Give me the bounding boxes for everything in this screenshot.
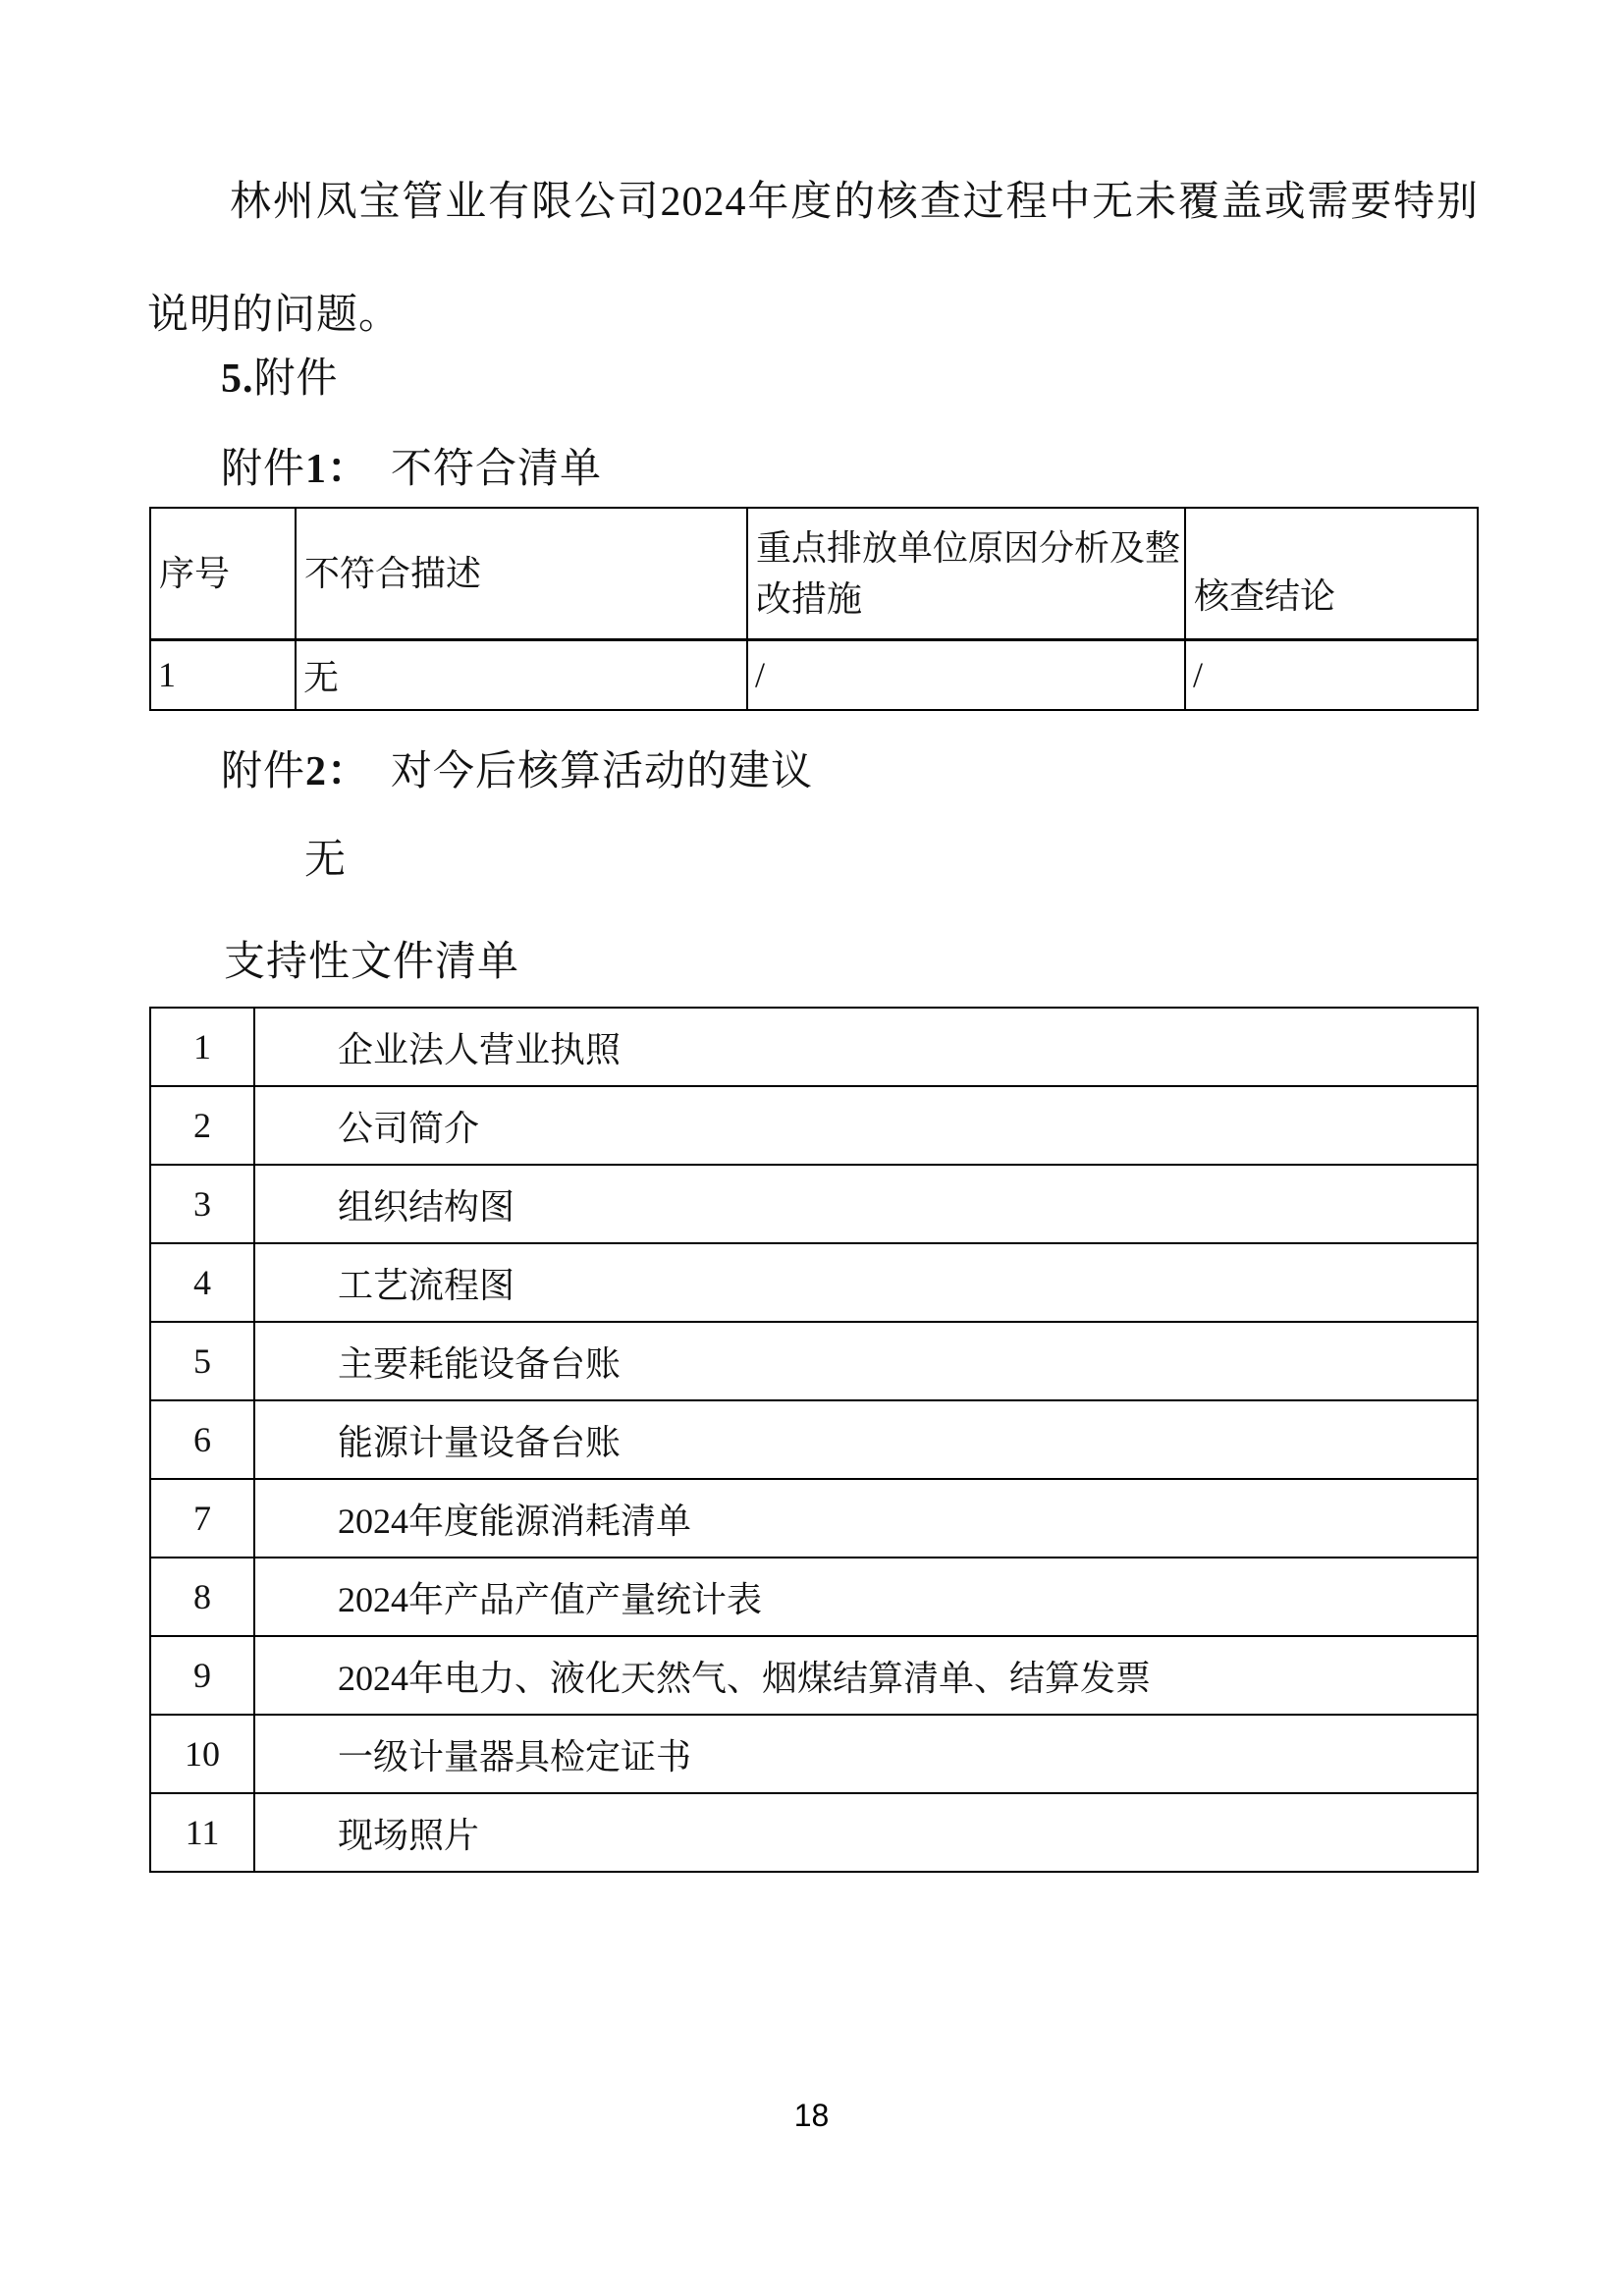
table-row [150, 1636, 1478, 1715]
support-row-name: 一级计量器具检定证书 [254, 1715, 1478, 1793]
nonconformity-header-row [150, 508, 1478, 639]
support-row-name: 现场照片 [254, 1793, 1478, 1872]
table-row [150, 1558, 1478, 1636]
table-row [150, 1008, 1478, 1086]
nonconformity-data-row [150, 639, 1478, 710]
section-label: 附件 [253, 356, 339, 402]
section-heading-attachments [221, 354, 339, 406]
support-row-name: 公司简介 [254, 1086, 1478, 1165]
table-row [150, 1793, 1478, 1872]
support-row-number: 7 [150, 1479, 254, 1558]
attachment1-title: 不符合清单 [391, 447, 603, 492]
cell-analysis: / [747, 639, 1185, 710]
support-files-table [149, 1007, 1479, 1873]
support-row-name: 企业法人营业执照 [254, 1008, 1478, 1086]
table-row [150, 1479, 1478, 1558]
body-paragraph: 林州凤宝管业有限公司2024年度的核查过程中无未覆盖或需要特别说明的问题。 [147, 180, 1479, 338]
support-row-number: 4 [150, 1243, 254, 1322]
attachment2-content: 无 [304, 838, 348, 883]
support-row-name: 主要耗能设备台账 [254, 1322, 1478, 1400]
support-row-name: 2024年度能源消耗清单 [254, 1479, 1478, 1558]
header-cell-description: 不符合描述 [296, 508, 747, 639]
support-row-number: 10 [150, 1715, 254, 1793]
attachment2-title: 对今后核算活动的建议 [391, 749, 814, 794]
cell-conclusion: / [1185, 639, 1478, 710]
nonconformity-table [149, 507, 1479, 711]
support-files-table-body [150, 1008, 1478, 1872]
cell-description: 无 [296, 639, 747, 710]
attachment1-prefix: 附件 [221, 447, 306, 492]
support-row-name: 2024年电力、液化天然气、烟煤结算清单、结算发票 [254, 1636, 1478, 1715]
support-row-name: 工艺流程图 [254, 1243, 1478, 1322]
table-row [150, 1400, 1478, 1479]
attachment2-prefix: 附件 [221, 749, 306, 794]
support-row-name: 组织结构图 [254, 1165, 1478, 1243]
attachment1-heading [221, 444, 602, 496]
header-cell-no: 序号 [150, 508, 296, 639]
support-row-number: 9 [150, 1636, 254, 1715]
support-row-number: 11 [150, 1793, 254, 1872]
table-row [150, 1086, 1478, 1165]
support-row-number: 5 [150, 1322, 254, 1400]
support-files-heading: 支持性文件清单 [224, 940, 520, 985]
attachment2-number: 2： [305, 749, 370, 794]
table-row [150, 1715, 1478, 1793]
table-row [150, 1243, 1478, 1322]
support-row-number: 8 [150, 1558, 254, 1636]
table-row [150, 1322, 1478, 1400]
table-row [150, 1165, 1478, 1243]
support-row-number: 3 [150, 1165, 254, 1243]
page-number: 18 [793, 2098, 830, 2133]
support-row-number: 6 [150, 1400, 254, 1479]
header-cell-analysis: 重点排放单位原因分析及整改措施 [747, 508, 1185, 639]
header-cell-conclusion: 核查结论 [1185, 508, 1478, 639]
support-row-name: 2024年产品产值产量统计表 [254, 1558, 1478, 1636]
attachment1-number: 1： [305, 447, 370, 492]
support-row-number: 1 [150, 1008, 254, 1086]
support-row-name: 能源计量设备台账 [254, 1400, 1478, 1479]
support-row-number: 2 [150, 1086, 254, 1165]
attachment2-heading [221, 746, 813, 798]
cell-no: 1 [150, 639, 296, 710]
section-number: 5. [221, 356, 254, 402]
